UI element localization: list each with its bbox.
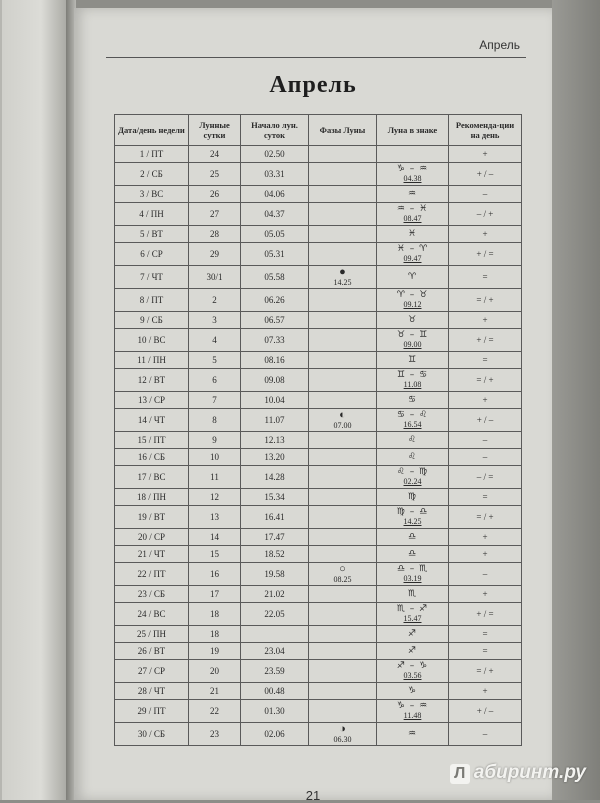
cell-lunar-day: 19 — [189, 643, 241, 660]
moon-phase-icon: ○ — [339, 563, 346, 575]
cell-moon-sign — [377, 392, 449, 409]
moon-phase-icon: ● — [339, 266, 346, 278]
zodiac-icon: ♋ — [407, 394, 418, 405]
cell-lunar-day: 23 — [189, 723, 241, 746]
table-row — [115, 289, 522, 312]
cell-lunar-start: 03.31 — [241, 163, 309, 186]
cell-lunar-day: 21 — [189, 683, 241, 700]
cell-recommendation: = / + — [449, 660, 522, 683]
cell-moon-phase — [309, 466, 377, 489]
cell-lunar-start: 23.59 — [241, 660, 309, 683]
cell-recommendation: + — [449, 226, 522, 243]
cell-recommendation: + / = — [449, 603, 522, 626]
cell-moon-phase — [309, 312, 377, 329]
cell-moon-phase — [309, 369, 377, 392]
table-row — [115, 449, 522, 466]
cell-recommendation: = / + — [449, 506, 522, 529]
cell-lunar-day: 30/1 — [189, 266, 241, 289]
cell-date: 3 / ВС — [115, 186, 189, 203]
cell-lunar-day: 18 — [189, 603, 241, 626]
cell-lunar-day: 12 — [189, 489, 241, 506]
table-row — [115, 203, 522, 226]
cell-lunar-day: 26 — [189, 186, 241, 203]
cell-moon-phase — [309, 243, 377, 266]
cell-date: 20 / СР — [115, 529, 189, 546]
zodiac-icon: ♒ – ♓ — [396, 204, 429, 214]
cell-lunar-day: 28 — [189, 226, 241, 243]
cell-recommendation: – — [449, 186, 522, 203]
cell-date: 17 / ВС — [115, 466, 189, 489]
cell-moon-sign — [377, 626, 449, 643]
cell-moon-sign — [377, 660, 449, 683]
table-row — [115, 563, 522, 586]
zodiac-icon: ♈ – ♉ — [396, 290, 429, 300]
cell-moon-sign — [377, 449, 449, 466]
cell-moon-sign — [377, 329, 449, 352]
cell-recommendation: + / = — [449, 329, 522, 352]
cell-lunar-day: 29 — [189, 243, 241, 266]
table-row — [115, 329, 522, 352]
zodiac-icon: ♍ – ♎ — [396, 507, 429, 517]
cell-moon-phase — [309, 329, 377, 352]
cell-recommendation: – / + — [449, 203, 522, 226]
table-row — [115, 626, 522, 643]
cell-date: 16 / СБ — [115, 449, 189, 466]
lunar-calendar-table — [114, 114, 522, 746]
zodiac-icon: ♐ – ♑ — [396, 661, 429, 671]
cell-date: 10 / ВС — [115, 329, 189, 352]
cell-date: 13 / СР — [115, 392, 189, 409]
table-row — [115, 700, 522, 723]
zodiac-icon: ♎ — [407, 548, 418, 559]
cell-moon-sign — [377, 352, 449, 369]
cell-moon-sign — [377, 489, 449, 506]
cell-lunar-day: 7 — [189, 392, 241, 409]
cell-lunar-start: 06.26 — [241, 289, 309, 312]
cell-date: 1 / ПТ — [115, 146, 189, 163]
table-row — [115, 163, 522, 186]
cell-lunar-day: 10 — [189, 449, 241, 466]
cell-moon-sign — [377, 243, 449, 266]
cell-lunar-day: 4 — [189, 329, 241, 352]
cell-lunar-day: 9 — [189, 432, 241, 449]
cell-date: 9 / СБ — [115, 312, 189, 329]
cell-moon-sign — [377, 563, 449, 586]
cell-moon-sign — [377, 529, 449, 546]
cell-recommendation: + / = — [449, 243, 522, 266]
cell-date: 28 / ЧТ — [115, 683, 189, 700]
sign-change-time: 16.54 — [403, 420, 422, 429]
cell-moon-phase — [309, 203, 377, 226]
cell-lunar-day: 24 — [189, 146, 241, 163]
cell-date: 19 / ВТ — [115, 506, 189, 529]
table-row — [115, 546, 522, 563]
cell-moon-sign — [377, 643, 449, 660]
zodiac-icon: ♏ — [407, 588, 418, 599]
cell-date: 18 / ПН — [115, 489, 189, 506]
cell-moon-sign — [377, 266, 449, 289]
cell-lunar-day: 14 — [189, 529, 241, 546]
cell-lunar-start: 23.04 — [241, 643, 309, 660]
sign-change-time: 14.25 — [403, 517, 422, 526]
moon-phase-icon: ◑ — [339, 723, 346, 735]
table-row — [115, 603, 522, 626]
cell-lunar-start: 18.52 — [241, 546, 309, 563]
cell-recommendation: = — [449, 626, 522, 643]
zodiac-icon: ♍ — [407, 491, 418, 502]
cell-lunar-day: 13 — [189, 506, 241, 529]
cell-lunar-start: 17.47 — [241, 529, 309, 546]
cell-moon-sign — [377, 186, 449, 203]
cell-moon-sign — [377, 723, 449, 746]
cell-lunar-start: 01.30 — [241, 700, 309, 723]
table-row — [115, 529, 522, 546]
moon-phase-time: 06.30 — [333, 735, 352, 744]
cell-lunar-day: 15 — [189, 546, 241, 563]
cell-recommendation: = — [449, 643, 522, 660]
watermark-logo — [450, 762, 586, 784]
cell-date: 29 / ПТ — [115, 700, 189, 723]
moon-phase-icon: ◐ — [339, 409, 346, 421]
cell-moon-phase — [309, 186, 377, 203]
table-row — [115, 660, 522, 683]
cell-moon-phase — [309, 660, 377, 683]
table-row — [115, 643, 522, 660]
table-row — [115, 683, 522, 700]
cell-moon-sign — [377, 683, 449, 700]
cell-recommendation: = — [449, 352, 522, 369]
table-row — [115, 243, 522, 266]
cell-recommendation: = / + — [449, 369, 522, 392]
moon-phase-time: 14.25 — [333, 278, 352, 287]
cell-moon-phase — [309, 700, 377, 723]
cell-lunar-start: 06.57 — [241, 312, 309, 329]
cell-moon-sign — [377, 163, 449, 186]
cell-recommendation: = — [449, 266, 522, 289]
cell-date: 7 / ЧТ — [115, 266, 189, 289]
cell-recommendation: + — [449, 312, 522, 329]
cell-date: 4 / ПН — [115, 203, 189, 226]
cell-recommendation: – — [449, 563, 522, 586]
watermark-text: абиринт.ру — [473, 762, 586, 783]
cell-recommendation: + — [449, 392, 522, 409]
running-head: Апрель — [479, 38, 520, 52]
cell-lunar-start: 16.41 — [241, 506, 309, 529]
sign-change-time: 08.47 — [403, 214, 422, 223]
cell-lunar-day: 3 — [189, 312, 241, 329]
sign-change-time: 09.12 — [403, 300, 422, 309]
moon-phase-time: 08.25 — [333, 575, 352, 584]
cell-lunar-day: 27 — [189, 203, 241, 226]
cell-lunar-start: 10.04 — [241, 392, 309, 409]
sign-change-time: 03.19 — [403, 574, 422, 583]
cell-lunar-start: 05.31 — [241, 243, 309, 266]
col-header-moon-phase: Фазы Луны — [309, 115, 377, 146]
cell-recommendation: – — [449, 432, 522, 449]
background-shadow — [552, 0, 600, 800]
cell-lunar-day: 8 — [189, 409, 241, 432]
cell-recommendation: = / + — [449, 289, 522, 312]
cell-moon-phase — [309, 683, 377, 700]
col-header-lunar-day: Лунные сутки — [189, 115, 241, 146]
cell-date: 12 / ВТ — [115, 369, 189, 392]
cell-date: 6 / СР — [115, 243, 189, 266]
cell-date: 2 / СБ — [115, 163, 189, 186]
cell-moon-sign — [377, 312, 449, 329]
cell-moon-sign — [377, 506, 449, 529]
cell-date: 23 / СБ — [115, 586, 189, 603]
cell-moon-sign — [377, 226, 449, 243]
cell-lunar-start: 15.34 — [241, 489, 309, 506]
cell-moon-phase — [309, 489, 377, 506]
cell-date: 14 / ЧТ — [115, 409, 189, 432]
cell-recommendation: + — [449, 529, 522, 546]
cell-moon-phase — [309, 146, 377, 163]
cell-moon-phase — [309, 529, 377, 546]
cell-recommendation: + / – — [449, 163, 522, 186]
cell-moon-sign — [377, 369, 449, 392]
cell-date: 11 / ПН — [115, 352, 189, 369]
cell-moon-sign — [377, 700, 449, 723]
cell-lunar-start: 11.07 — [241, 409, 309, 432]
cell-lunar-start: 12.13 — [241, 432, 309, 449]
table-row — [115, 146, 522, 163]
table-row — [115, 369, 522, 392]
cell-lunar-start: 08.16 — [241, 352, 309, 369]
cell-lunar-start: 22.05 — [241, 603, 309, 626]
table-row — [115, 352, 522, 369]
cell-moon-phase — [309, 603, 377, 626]
sign-change-time: 09.00 — [403, 340, 422, 349]
cell-date: 27 / СР — [115, 660, 189, 683]
table-row — [115, 723, 522, 746]
cell-moon-sign — [377, 432, 449, 449]
sign-change-time: 09.47 — [403, 254, 422, 263]
cell-lunar-start: 04.06 — [241, 186, 309, 203]
zodiac-icon: ♓ — [407, 228, 418, 239]
cell-moon-sign — [377, 203, 449, 226]
sign-change-time: 02.24 — [403, 477, 422, 486]
cell-lunar-start: 05.05 — [241, 226, 309, 243]
zodiac-icon: ♌ – ♍ — [396, 467, 429, 477]
cell-lunar-start: 04.37 — [241, 203, 309, 226]
cell-lunar-day: 6 — [189, 369, 241, 392]
cell-lunar-start: 02.06 — [241, 723, 309, 746]
cell-date: 15 / ПТ — [115, 432, 189, 449]
sign-change-time: 11.48 — [403, 711, 422, 720]
zodiac-icon: ♓ – ♈ — [396, 244, 429, 254]
cell-lunar-day: 25 — [189, 163, 241, 186]
table-row — [115, 586, 522, 603]
cell-recommendation: + / – — [449, 700, 522, 723]
cell-recommendation: + / – — [449, 409, 522, 432]
cell-recommendation: + — [449, 146, 522, 163]
cell-date: 25 / ПН — [115, 626, 189, 643]
zodiac-icon: ♑ — [407, 685, 418, 696]
zodiac-icon: ♉ — [407, 314, 418, 325]
cell-lunar-day: 18 — [189, 626, 241, 643]
cell-moon-phase — [309, 586, 377, 603]
zodiac-icon: ♏ – ♐ — [396, 604, 429, 614]
cell-moon-sign — [377, 546, 449, 563]
cell-moon-phase — [309, 626, 377, 643]
cell-moon-phase — [309, 723, 377, 746]
table-header-row — [115, 115, 522, 146]
cell-date: 5 / ВТ — [115, 226, 189, 243]
cell-moon-phase — [309, 432, 377, 449]
cell-moon-sign — [377, 603, 449, 626]
cell-moon-phase — [309, 409, 377, 432]
table-row — [115, 392, 522, 409]
table-row — [115, 186, 522, 203]
cell-moon-phase — [309, 289, 377, 312]
table-row — [115, 466, 522, 489]
zodiac-icon: ♌ — [407, 434, 418, 445]
col-header-lunar-start: Начало лун. суток — [241, 115, 309, 146]
left-page-edge — [0, 0, 68, 800]
zodiac-icon: ♒ — [407, 188, 418, 199]
sign-change-time: 11.08 — [403, 380, 422, 389]
table-row — [115, 409, 522, 432]
book-page — [74, 8, 552, 803]
page-title: Апрель — [269, 72, 357, 98]
cell-date: 22 / ПТ — [115, 563, 189, 586]
cell-lunar-day: 16 — [189, 563, 241, 586]
zodiac-icon: ♊ — [407, 354, 418, 365]
cell-moon-phase — [309, 563, 377, 586]
page-number: 21 — [305, 788, 321, 803]
cell-recommendation: + — [449, 683, 522, 700]
table-row — [115, 489, 522, 506]
cell-lunar-start: 05.58 — [241, 266, 309, 289]
cell-recommendation: + — [449, 586, 522, 603]
table-row — [115, 226, 522, 243]
cell-moon-phase — [309, 352, 377, 369]
cell-lunar-day: 17 — [189, 586, 241, 603]
moon-phase-time: 07.00 — [333, 421, 352, 430]
cell-recommendation: = — [449, 489, 522, 506]
cell-moon-sign — [377, 409, 449, 432]
cell-lunar-start: 07.33 — [241, 329, 309, 352]
cell-recommendation: + — [449, 546, 522, 563]
cell-recommendation: – / = — [449, 466, 522, 489]
cell-lunar-start — [241, 626, 309, 643]
sign-change-time: 03.56 — [403, 671, 422, 680]
cell-lunar-start: 02.50 — [241, 146, 309, 163]
cell-lunar-day: 22 — [189, 700, 241, 723]
col-header-moon-sign: Луна в знаке — [377, 115, 449, 146]
cell-moon-phase — [309, 546, 377, 563]
cell-moon-phase — [309, 226, 377, 243]
zodiac-icon: ♉ – ♊ — [396, 330, 429, 340]
cell-date: 30 / СБ — [115, 723, 189, 746]
cell-moon-phase — [309, 449, 377, 466]
cell-moon-phase — [309, 643, 377, 660]
cell-lunar-start: 00.48 — [241, 683, 309, 700]
zodiac-icon: ♒ — [407, 728, 418, 739]
cell-date: 24 / ВС — [115, 603, 189, 626]
table-row — [115, 266, 522, 289]
cell-lunar-start: 21.02 — [241, 586, 309, 603]
cell-moon-sign — [377, 466, 449, 489]
cell-moon-sign — [377, 586, 449, 603]
cell-date: 8 / ПТ — [115, 289, 189, 312]
cell-moon-phase — [309, 392, 377, 409]
cell-moon-phase — [309, 506, 377, 529]
cell-moon-phase — [309, 163, 377, 186]
zodiac-icon: ♐ — [407, 645, 418, 656]
sign-change-time: 15.47 — [403, 614, 422, 623]
zodiac-icon: ♈ — [407, 271, 418, 282]
header-rule — [106, 57, 526, 58]
sign-change-time: 04.38 — [403, 174, 422, 183]
cell-lunar-start: 19.58 — [241, 563, 309, 586]
cell-lunar-start: 14.28 — [241, 466, 309, 489]
table-row — [115, 506, 522, 529]
cell-recommendation: – — [449, 723, 522, 746]
table-row — [115, 432, 522, 449]
cell-lunar-day: 2 — [189, 289, 241, 312]
cell-lunar-day: 11 — [189, 466, 241, 489]
col-header-recommendation: Рекоменда-ции на день — [449, 115, 522, 146]
cell-date: 26 / ВТ — [115, 643, 189, 660]
cell-lunar-day: 20 — [189, 660, 241, 683]
cell-lunar-start: 13.20 — [241, 449, 309, 466]
zodiac-icon: ♊ – ♋ — [396, 370, 429, 380]
watermark-badge: Л — [450, 764, 470, 784]
zodiac-icon: ♌ — [407, 451, 418, 462]
cell-moon-sign — [377, 289, 449, 312]
zodiac-icon: ♑ – ♒ — [396, 701, 429, 711]
cell-date: 21 / ЧТ — [115, 546, 189, 563]
zodiac-icon: ♎ – ♏ — [396, 564, 429, 574]
col-header-date: Дата/день недели — [115, 115, 189, 146]
cell-recommendation: – — [449, 449, 522, 466]
cell-lunar-start: 09.08 — [241, 369, 309, 392]
cell-lunar-day: 5 — [189, 352, 241, 369]
cell-moon-sign — [377, 146, 449, 163]
zodiac-icon: ♐ — [407, 628, 418, 639]
zodiac-icon: ♑ – ♒ — [396, 164, 429, 174]
zodiac-icon: ♎ — [407, 531, 418, 542]
zodiac-icon: ♋ – ♌ — [396, 410, 429, 420]
table-row — [115, 312, 522, 329]
cell-moon-phase — [309, 266, 377, 289]
